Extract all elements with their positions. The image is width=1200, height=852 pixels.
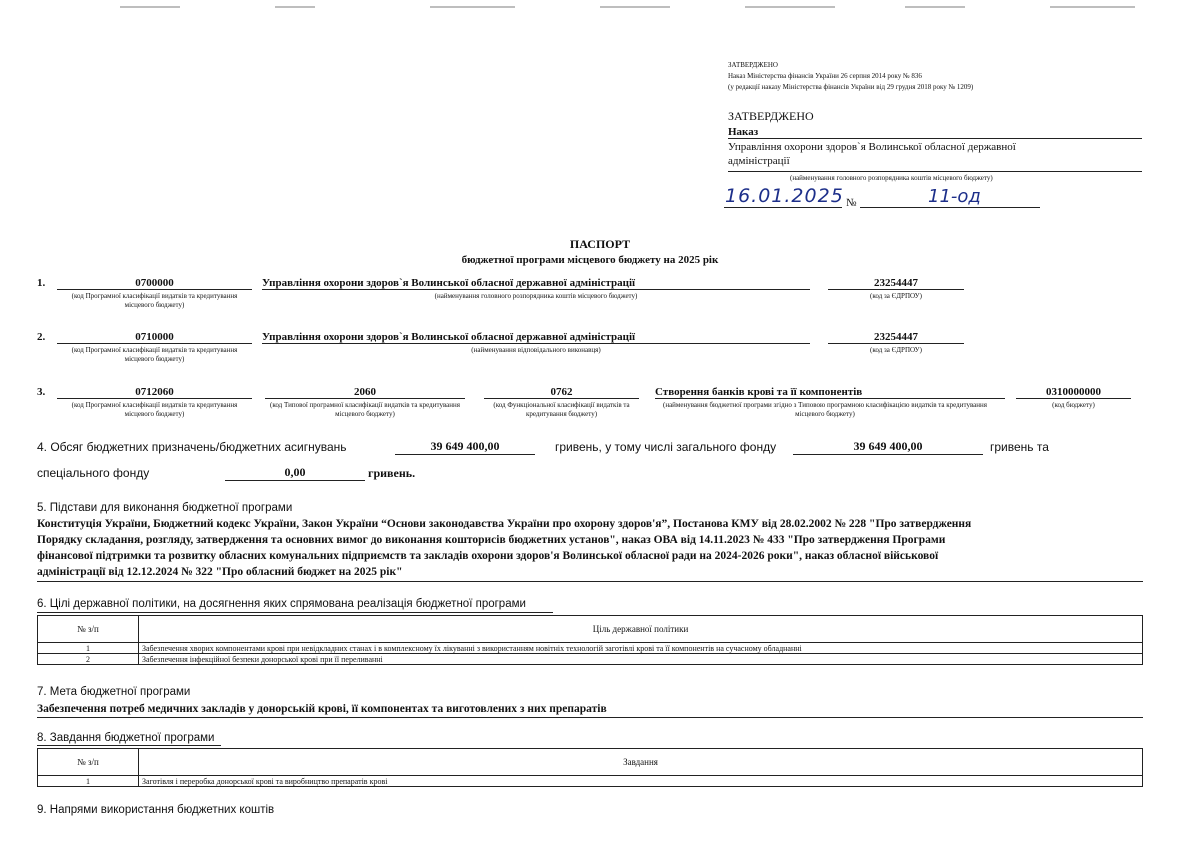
volume-special: 0,00 (225, 465, 365, 481)
approval-title: ЗАТВЕРДЖЕНО (728, 109, 814, 123)
row2-code-caption: (код Програмної класифікації видатків та кредитування місцевого бюджету) (71, 346, 238, 363)
goals-table-header (38, 616, 1143, 643)
section5-line2: Порядку складання, розгляду, затвердження та основних вимог до виконання кошторисів бюджетних установ", наказ ОВА від 14.11.2023 № 433 "Про затвердження Програми (37, 534, 946, 546)
section7-title: 7. Мета бюджетної програми (37, 686, 191, 698)
table-row (38, 643, 1143, 654)
scan-artifact (1050, 6, 1135, 8)
volume-total: 39 649 400,00 (395, 439, 535, 455)
row2-name-caption: (найменування відповідального виконавця) (471, 346, 601, 354)
row3-typical-caption: (код Типової програмної класифікації видатків та кредитування місцевого бюджету) (270, 401, 460, 418)
tasks-col-task: Завдання (139, 749, 1143, 776)
approval-number-sign: № (846, 197, 857, 209)
tasks-table (37, 748, 1143, 787)
approval-caption: (найменування головного розпорядника коштів місцевого бюджету) (790, 174, 993, 182)
section6-rule (37, 612, 553, 613)
row2-edrpou-caption: (код за ЄДРПОУ) (870, 346, 922, 354)
section8-title: 8. Завдання бюджетної програми (37, 732, 215, 744)
scan-artifact (745, 6, 835, 8)
approval-date: 16.01.2025 (725, 185, 844, 207)
goals-col-goal: Ціль державної політики (139, 616, 1143, 643)
row3-code-caption: (код Програмної класифікації видатків та кредитування місцевого бюджету) (71, 401, 238, 418)
row3-code: 0712060 (57, 386, 252, 399)
approval-org-line1: Управління охорони здоров`я Волинської обласної державної (728, 141, 1016, 153)
section9-title: 9. Напрями використання бюджетних коштів (37, 804, 275, 816)
goals-col-number: № з/п (38, 616, 139, 643)
approval-number-line (860, 207, 1040, 208)
volume-label: 4. Обсяг бюджетних призначень/бюджетних асигнувань (37, 440, 347, 454)
approval-date-line (724, 207, 842, 208)
goal-text: Забезпечення інфекційної безпеки донорської крові при її переливанні (139, 654, 1143, 665)
row1-name: Управління охорони здоров`я Волинської обласної державної адміністрації (262, 277, 810, 290)
row3-budget-caption: (код бюджету) (1052, 401, 1095, 409)
scan-artifact (905, 6, 965, 8)
tasks-col-number: № з/п (38, 749, 139, 776)
scan-artifact (600, 6, 670, 8)
approval-header-edition: (у редакції наказу Міністерства фінансів України від 29 грудня 2018 року № 1209) (728, 83, 974, 91)
section6-title: 6. Цілі державної політики, на досягнення яких спрямована реалізація бюджетної програми (37, 598, 526, 610)
section5-line4: адміністрації від 12.12.2024 № 322 "Про обласний бюджет на 2025 рік" (37, 566, 403, 578)
row2-number: 2. (37, 331, 46, 343)
approval-header-title: ЗАТВЕРДЖЕНО (728, 61, 778, 69)
scan-artifact (275, 6, 315, 8)
table-row (38, 654, 1143, 665)
row1-edrpou-caption: (код за ЄДРПОУ) (870, 292, 922, 300)
task-number: 1 (38, 776, 139, 787)
volume-mid-text: гривень, у тому числі загального фонду (555, 440, 777, 454)
goals-table (37, 615, 1143, 665)
approval-line (728, 138, 1142, 139)
scan-artifact (430, 6, 515, 8)
section7-text: Забезпечення потреб медичних закладів у донорській крові, її компонентах та виготовлених з них препаратів (37, 703, 607, 715)
section5-line1: Конституція України, Бюджетний кодекс України, Закон України “Основи законодавства України про охорону здоров'я”, Постанова КМУ від 28.02.2002 № 228 "Про затвердження (37, 518, 972, 530)
approval-order-label: Наказ (728, 126, 759, 138)
volume-end-text: гривень та (990, 440, 1049, 454)
row2-name: Управління охорони здоров`я Волинської обласної державної адміністрації (262, 331, 810, 344)
row1-edrpou: 23254447 (828, 277, 964, 290)
goal-number: 1 (38, 643, 139, 654)
row3-number: 3. (37, 386, 46, 398)
approval-header-order: Наказ Міністерства фінансів України 26 серпня 2014 року № 836 (728, 72, 922, 80)
tasks-table-header (38, 749, 1143, 776)
section5-title: 5. Підстави для виконання бюджетної програми (37, 502, 293, 514)
row3-functional: 0762 (484, 386, 639, 399)
row1-code: 0700000 (57, 277, 252, 290)
volume-special-unit: гривень. (368, 466, 416, 480)
row2-edrpou: 23254447 (828, 331, 964, 344)
volume-general: 39 649 400,00 (793, 439, 983, 455)
table-row (38, 776, 1143, 787)
section7-rule (37, 717, 1143, 718)
task-text: Заготівля і переробка донорської крові та виробництво препаратів крові (139, 776, 1143, 787)
section8-rule (37, 745, 221, 746)
passport-title: ПАСПОРТ (569, 237, 631, 251)
goal-text: Забезпечення хворих компонентами крові при невідкладних станах і в комплексному їх лікуванні з використанням новітніх технологій заготівлі крові та її компонентів на сучасному обладнанні (139, 643, 1143, 654)
section5-line3: фінансової підтримки та розвитку обласних комунальних підприємств та закладів охорони здоров'я Волинської обласної ради на 2024-2026 роки", наказ обласної військової (37, 550, 939, 562)
scan-artifact (120, 6, 180, 8)
row3-budget-code: 0310000000 (1016, 386, 1131, 399)
row3-program-caption: (найменування бюджетної програми згідно з Типовою програмною класифікацією видатків та кредитування місцевого бюджету) (663, 401, 987, 418)
volume-special-label: спеціального фонду (37, 466, 150, 480)
row1-name-caption: (найменування головного розпорядника коштів місцевого бюджету) (434, 292, 638, 300)
approval-number: 11-од (928, 186, 981, 207)
goal-number: 2 (38, 654, 139, 665)
row2-code: 0710000 (57, 331, 252, 344)
row3-program-name: Створення банків крові та її компонентів (655, 386, 1005, 399)
approval-line (728, 171, 1142, 172)
section5-rule (37, 581, 1143, 582)
row1-number: 1. (37, 277, 46, 289)
row3-functional-caption: (код Функціональної класифікації видатків та кредитування бюджету) (493, 401, 630, 418)
row3-typical: 2060 (265, 386, 465, 399)
passport-subtitle: бюджетної програми місцевого бюджету на 2025 рік (461, 254, 719, 266)
row1-code-caption: (код Програмної класифікації видатків та кредитування місцевого бюджету) (71, 292, 238, 309)
approval-org-line2: адміністрації (728, 155, 790, 167)
